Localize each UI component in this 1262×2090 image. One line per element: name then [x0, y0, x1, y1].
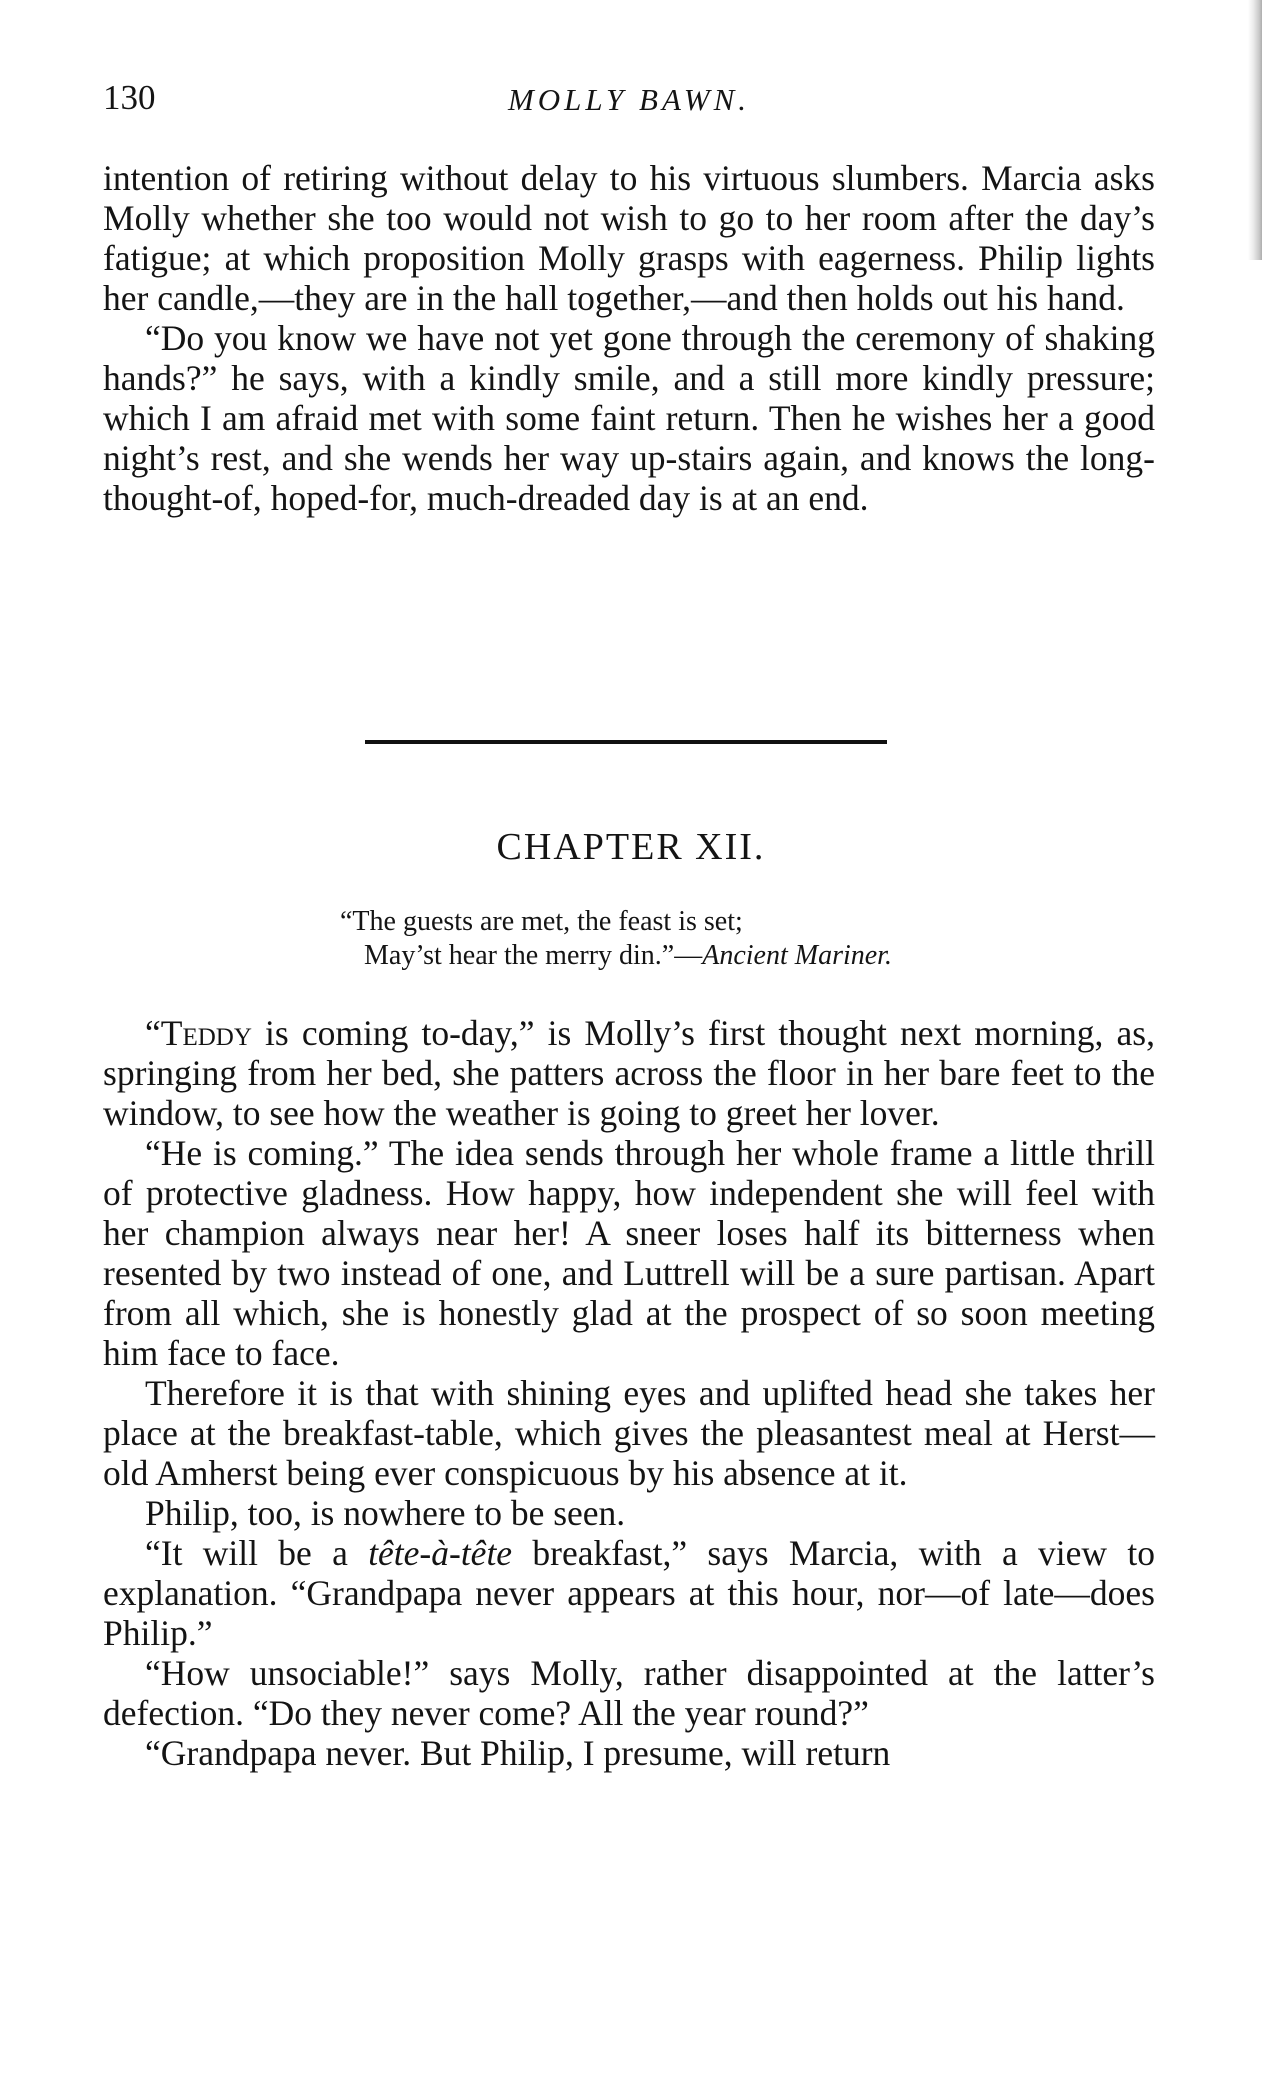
- paragraph: “Grandpapa never. But Philip, I presume, will return: [145, 1733, 891, 1773]
- paragraph: “Do you know we have not yet gone through the ceremony of shaking hands?” he says, with a kindly smile, and a still more kindly pressure; which I am afraid met with some faint return. Then he wishes her a good night’s rest, and she wends her way up-stairs again, and knows the long-thought-of, hoped-for, much-dreaded day is at an end.: [103, 318, 1155, 518]
- text-block-top: [103, 158, 1155, 518]
- section-divider: [365, 740, 887, 744]
- paragraph: Therefore it is that with shining eyes and uplifted head she takes her place at the breakfast-table, which gives the pleasantest meal at Herst—old Amherst being ever conspicuous by his absence at it.: [103, 1373, 1155, 1493]
- paragraph: Philip, too, is nowhere to be seen.: [145, 1493, 626, 1533]
- running-head: MOLLY BAWN.: [507, 82, 751, 117]
- paragraph: [103, 1533, 1155, 1653]
- chapter-title: CHAPTER XII.: [496, 826, 766, 868]
- paragraph: [103, 1013, 1155, 1133]
- epigraph-line: [340, 939, 892, 973]
- page-header: [103, 78, 1155, 128]
- epigraph-text: May’st hear the merry din.”—: [364, 940, 703, 971]
- quote-mark: “: [145, 1013, 161, 1053]
- page-number: 130: [103, 78, 156, 117]
- epigraph-source: Ancient Mariner.: [702, 940, 892, 971]
- paragraph: intention of retiring without delay to his virtuous slumbers. Marcia asks Molly whether she too would not wish to go to her room after the day’s fatigue; at which proposition Molly grasps with eagerness. Philip lights her candle,—they are in the hall together,—and then holds out his hand.: [103, 158, 1155, 318]
- paragraph-text: breakfast,” says Marcia, with a view to explanation. “Grandpapa never appears at this hour, nor—of late—does Philip.”: [103, 1533, 1155, 1653]
- paragraph: “How unsociable!” says Molly, rather disappointed at the latter’s defection. “Do they never come? All the year round?”: [103, 1653, 1155, 1733]
- paragraph: “He is coming.” The idea sends through her whole frame a little thrill of protective gladness. How happy, how independent she will feel with her champion always near her! A sneer loses half its bitterness when resented by two instead of one, and Luttrell will be a sure partisan. Apart from all which, she is honestly glad at the prospect of so soon meeting him face to face.: [103, 1133, 1155, 1373]
- epigraph-line: “The guests are met, the feast is set;: [340, 906, 743, 937]
- page-edge-shadow: [1248, 0, 1262, 260]
- text-block-chapter: [103, 1013, 1155, 1773]
- paragraph-text: is coming to-day,” is Molly’s first thought next morning, as, springing from her bed, she patters across the floor in her bare feet to the window, to see how the weather is going to greet her lover.: [103, 1013, 1155, 1133]
- smallcaps-name: Teddy: [160, 1013, 252, 1053]
- italic-phrase: tête-à-tête: [368, 1533, 513, 1573]
- paragraph-text: “It will be a: [145, 1533, 369, 1573]
- epigraph: [340, 905, 892, 973]
